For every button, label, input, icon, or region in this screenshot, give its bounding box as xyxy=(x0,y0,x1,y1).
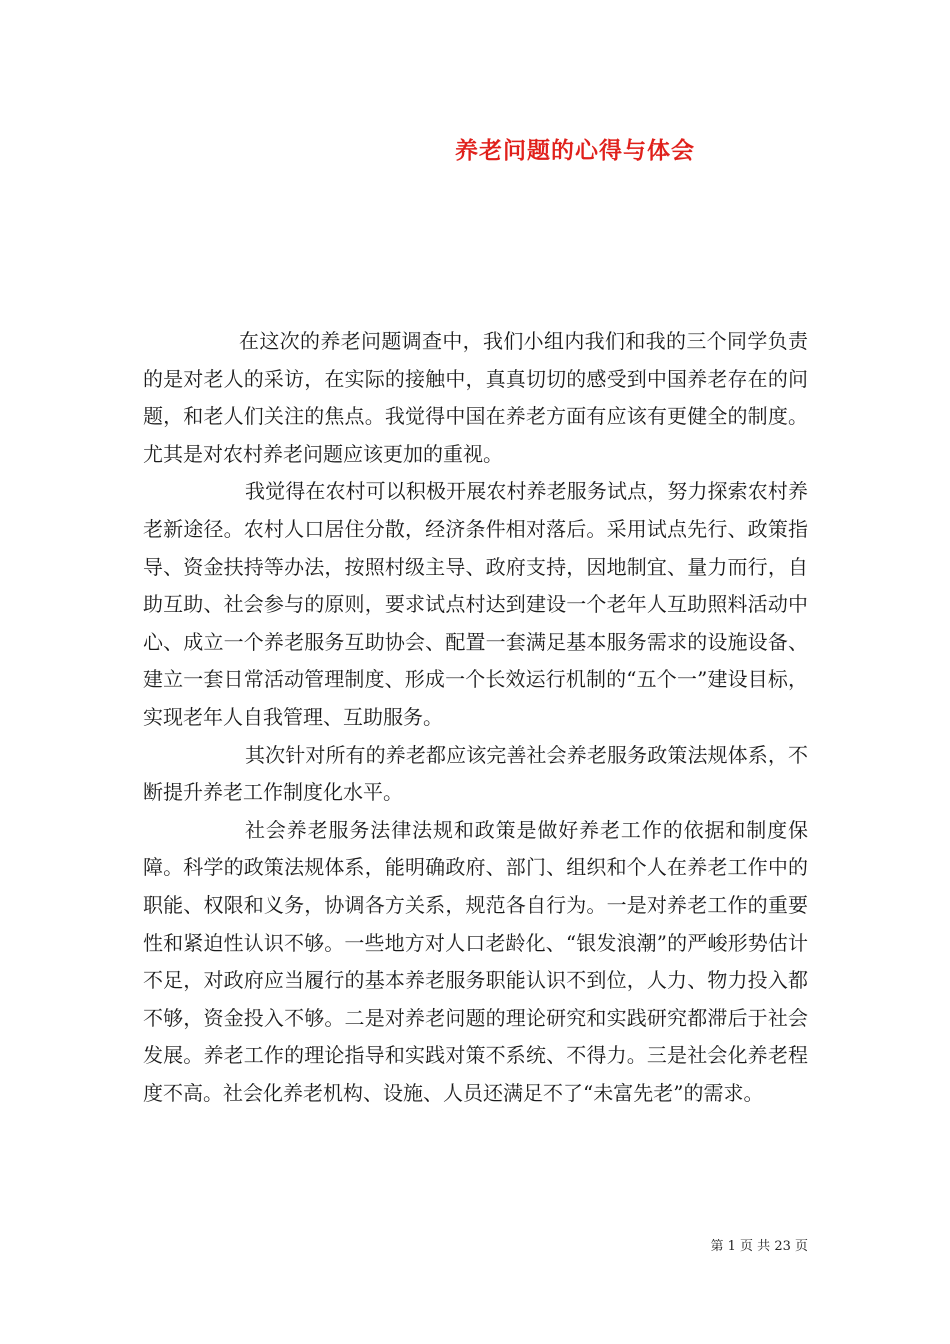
paragraph-2: 我觉得在农村可以积极开展农村养老服务试点，努力探索农村养老新途径。农村人口居住分散，经济条件相对落后。采用试点先行、政策指导、资金扶持等办法，按照村级主导、政府支持，因地制宜、量力而行，自助互助、社会参与的原则，要求试点村达到建设一个老年人互助照料活动中心、成立一个养老服务互助协会、配置一套满足基本服务需求的设施设备、建立一套日常活动管理制度、形成一个长效运行机制的“五个一”建设目标，实现老年人自我管理、互助服务。 xyxy=(143,479,808,729)
document-body xyxy=(143,323,808,1112)
paragraph-4: 社会养老服务法律法规和政策是做好养老工作的依据和制度保障。科学的政策法规体系，能明确政府、部门、组织和个人在养老工作中的职能、权限和义务，协调各方关系，规范各自行为。一是对养老工作的重要性和紧迫性认识不够。一些地方对人口老龄化、“银发浪潮”的严峻形势估计不足，对政府应当履行的基本养老服务职能认识不到位，人力、物力投入都不够，资金投入不够。二是对养老问题的理论研究和实践研究都滞后于社会发展。养老工作的理论指导和实践对策不系统、不得力。三是社会化养老程度不高。社会化养老机构、设施、人员还满足不了“未富先老”的需求。 xyxy=(143,817,808,1105)
document-title: 养老问题的心得与体会 xyxy=(455,137,695,164)
paragraph-1: 在这次的养老问题调查中，我们小组内我们和我的三个同学负责的是对老人的采访，在实际的接触中，真真切切的感受到中国养老存在的问题，和老人们关注的焦点。我觉得中国在养老方面有应该有更健全的制度。尤其是对农村养老问题应该更加的重视。 xyxy=(143,329,808,466)
page-number-footer: 第 1 页 共 23 页 xyxy=(710,1239,808,1254)
paragraph-3: 其次针对所有的养老都应该完善社会养老服务政策法规体系，不断提升养老工作制度化水平。 xyxy=(143,742,808,805)
